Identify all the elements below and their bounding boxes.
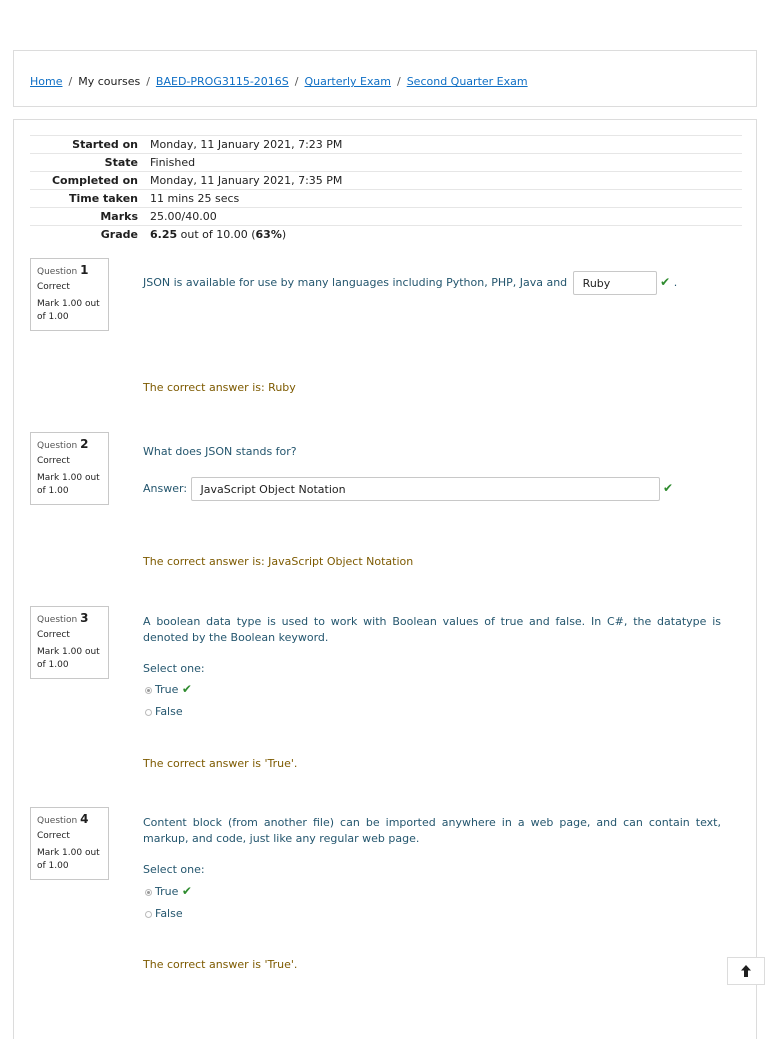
summary-value: Monday, 11 January 2021, 7:23 PM — [150, 136, 742, 154]
question-state: Correct — [37, 630, 70, 640]
summary-label: State — [30, 154, 150, 172]
option-label: True — [155, 885, 179, 898]
breadcrumb-separator: / — [146, 75, 150, 88]
option-true[interactable] — [145, 682, 192, 696]
question-state: Correct — [37, 282, 70, 292]
breadcrumb-section-link[interactable]: Quarterly Exam — [304, 75, 391, 88]
question-grade: Mark 1.00 out of 1.00 — [37, 848, 100, 871]
question-text-end: . — [673, 276, 678, 289]
question-2-text: What does JSON stands for? — [143, 445, 297, 458]
grade-out-of: out of 10.00 ( — [177, 228, 256, 241]
question-3-feedback: The correct answer is 'True'. — [143, 757, 298, 770]
grade-close: ) — [281, 228, 287, 241]
radio-button[interactable] — [145, 709, 152, 716]
breadcrumb — [30, 75, 528, 88]
question-1-text — [143, 271, 721, 295]
option-label: True — [155, 683, 179, 696]
grade-percent: 63% — [255, 228, 282, 241]
radio-button-selected[interactable] — [145, 889, 152, 896]
question-number: Question 3 — [37, 611, 89, 625]
back-to-top-button[interactable] — [727, 957, 765, 985]
option-label: False — [155, 907, 183, 920]
breadcrumb-separator: / — [294, 75, 299, 88]
question-grade: Mark 1.00 out of 1.00 — [37, 473, 100, 496]
summary-row-grade — [30, 226, 742, 244]
quiz-review-card — [13, 119, 757, 1039]
option-false[interactable] — [145, 907, 183, 920]
summary-label: Completed on — [30, 172, 150, 190]
answer-input[interactable]: JavaScript Object Notation — [191, 477, 660, 501]
question-state: Correct — [37, 456, 70, 466]
summary-value: 25.00/40.00 — [150, 208, 742, 226]
answer-input[interactable]: Ruby — [573, 271, 657, 295]
select-one-label: Select one: — [143, 662, 205, 675]
summary-label: Marks — [30, 208, 150, 226]
check-icon: ✔ — [660, 275, 671, 289]
summary-value: Finished — [150, 154, 742, 172]
option-label: False — [155, 705, 183, 718]
question-info-4 — [30, 807, 109, 880]
breadcrumb-card — [13, 50, 757, 107]
summary-row — [30, 190, 742, 208]
breadcrumb-course-link[interactable]: BAED-PROG3115-2016S — [155, 75, 289, 88]
question-number: Question 4 — [37, 812, 89, 826]
summary-row — [30, 172, 742, 190]
question-info-1 — [30, 258, 109, 331]
breadcrumb-quiz-link[interactable]: Second Quarter Exam — [406, 75, 528, 88]
question-2-answer-row — [143, 477, 721, 501]
summary-row — [30, 136, 742, 154]
check-icon: ✔ — [181, 682, 192, 696]
summary-row — [30, 154, 742, 172]
question-state: Correct — [37, 831, 70, 841]
select-one-label: Select one: — [143, 863, 205, 876]
summary-row — [30, 208, 742, 226]
question-3-text: A boolean data type is used to work with Boolean values of true and false. In C#, the datatype is denoted by the Boolean keyword. — [143, 615, 721, 644]
summary-label: Started on — [30, 136, 150, 154]
summary-label: Grade — [30, 226, 150, 244]
question-1-feedback: The correct answer is: Ruby — [143, 381, 296, 394]
option-true[interactable] — [145, 884, 192, 898]
breadcrumb-my-courses: My courses — [78, 75, 141, 88]
breadcrumb-separator: / — [68, 75, 73, 88]
question-2-feedback: The correct answer is: JavaScript Object Notation — [143, 555, 414, 568]
radio-button-selected[interactable] — [145, 687, 152, 694]
summary-value: Monday, 11 January 2021, 7:35 PM — [150, 172, 742, 190]
question-4-text: Content block (from another file) can be imported anywhere in a web page, and can contain text, markup, and code, just like any regular web page. — [143, 816, 721, 845]
question-number: Question 2 — [37, 437, 89, 451]
attempt-summary-table — [30, 135, 742, 243]
grade-value — [150, 226, 742, 244]
summary-value: 11 mins 25 secs — [150, 190, 742, 208]
breadcrumb-home-link[interactable]: Home — [30, 75, 63, 88]
question-4-feedback: The correct answer is 'True'. — [143, 958, 298, 971]
question-info-3 — [30, 606, 109, 679]
question-info-2 — [30, 432, 109, 505]
arrow-up-icon — [740, 964, 752, 978]
grade-score: 6.25 — [150, 228, 178, 241]
question-number: Question 1 — [37, 263, 89, 277]
summary-label: Time taken — [30, 190, 150, 208]
breadcrumb-separator: / — [396, 75, 401, 88]
question-grade: Mark 1.00 out of 1.00 — [37, 647, 100, 670]
question-text: JSON is available for use by many languages including Python, PHP, Java and — [143, 276, 568, 289]
check-icon: ✔ — [181, 884, 192, 898]
option-false[interactable] — [145, 705, 183, 718]
radio-button[interactable] — [145, 911, 152, 918]
answer-label: Answer: — [143, 482, 188, 495]
check-icon: ✔ — [663, 481, 674, 495]
question-grade: Mark 1.00 out of 1.00 — [37, 299, 100, 322]
